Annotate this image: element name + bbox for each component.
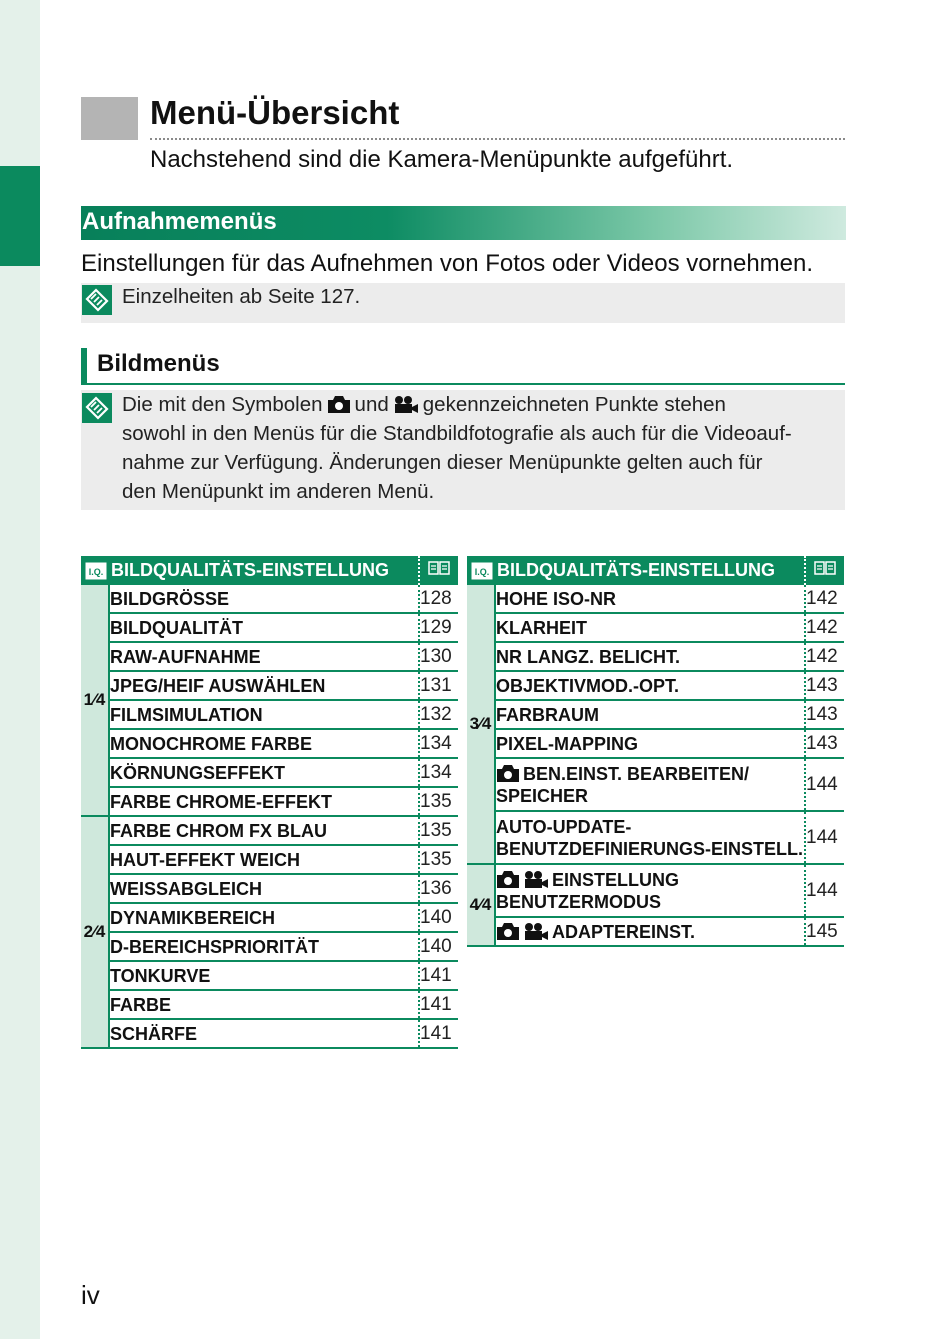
- table-row: [81, 816, 458, 845]
- section-description: Einstellungen für das Aufnehmen von Fotos oder Videos vornehmen.: [81, 250, 814, 277]
- page-ref: 143: [805, 729, 844, 758]
- page-ref: 135: [419, 787, 458, 816]
- subsection-underline: [81, 383, 845, 385]
- table-header-title: I.Q. BILDQUALITÄTS-EINSTELLUNG: [81, 556, 419, 585]
- page-ref: 129: [419, 613, 458, 642]
- page-ref: 142: [805, 613, 844, 642]
- menu-item: DYNAMIKBEREICH: [109, 903, 419, 932]
- page-title: Menü-Übersicht: [150, 94, 400, 131]
- group-label: 1⁄4: [81, 585, 109, 816]
- menu-item: FARBE CHROME-EFFEKT: [109, 787, 419, 816]
- svg-text:I.Q.: I.Q.: [474, 567, 490, 577]
- table-row: [467, 729, 844, 758]
- menu-item: FARBE CHROM FX BLAU: [109, 816, 419, 845]
- note-paragraph: [122, 390, 792, 506]
- camera-icon: [496, 870, 520, 889]
- page-number: iv: [81, 1280, 100, 1310]
- table-row: [467, 585, 844, 613]
- menu-item: OBJEKTIVMOD.-OPT.: [495, 671, 805, 700]
- page-ref-header: [805, 556, 844, 585]
- menu-item: BILDGRÖSSE: [109, 585, 419, 613]
- book-icon: [813, 560, 837, 576]
- menu-item: JPEG/HEIF AUSWÄHLEN: [109, 671, 419, 700]
- page-ref: 144: [805, 864, 844, 917]
- subsection-title: Bildmenüs: [97, 350, 220, 377]
- note-line: Die mit den Symbolen und gekennzeichneten Punkte stehen: [122, 393, 726, 416]
- camera-icon: [496, 764, 520, 783]
- menu-item: FILMSIMULATION: [109, 700, 419, 729]
- video-icon: [393, 395, 419, 414]
- book-icon: [427, 560, 451, 576]
- table-row: [81, 642, 458, 671]
- table-row: [81, 585, 458, 613]
- page-ref: 141: [419, 961, 458, 990]
- table-row: [81, 613, 458, 642]
- menu-item: FARBE: [109, 990, 419, 1019]
- camera-icon: [327, 395, 351, 414]
- table-row: [81, 729, 458, 758]
- chapter-tab: [0, 166, 40, 266]
- note-icon: [82, 285, 112, 315]
- page-ref: 134: [419, 729, 458, 758]
- page-ref: 142: [805, 585, 844, 613]
- table-row: [467, 811, 844, 864]
- note-text: Einzelheiten ab Seite 127.: [122, 285, 361, 308]
- menu-item: HAUT-EFFEKT WEICH: [109, 845, 419, 874]
- menu-item: TONKURVE: [109, 961, 419, 990]
- page-ref: 143: [805, 700, 844, 729]
- table-row: [81, 787, 458, 816]
- page-ref: 142: [805, 642, 844, 671]
- menu-item: NR LANGZ. BELICHT.: [495, 642, 805, 671]
- menu-item: MONOCHROME FARBE: [109, 729, 419, 758]
- page-ref: 132: [419, 700, 458, 729]
- menu-item: KLARHEIT: [495, 613, 805, 642]
- page-ref: 141: [419, 990, 458, 1019]
- table-row: [467, 917, 844, 946]
- page-ref: 135: [419, 845, 458, 874]
- page-ref: 141: [419, 1019, 458, 1048]
- video-icon: [523, 870, 549, 889]
- page-ref: 131: [419, 671, 458, 700]
- menu-item: WEISSABGLEICH: [109, 874, 419, 903]
- camera-icon: [496, 922, 520, 941]
- menu-item: ADAPTEREINST.: [495, 917, 805, 946]
- group-label: 4⁄4: [467, 864, 495, 946]
- page-ref: 128: [419, 585, 458, 613]
- note-icon: [82, 393, 112, 423]
- page-ref: 130: [419, 642, 458, 671]
- table-header-title: I.Q. BILDQUALITÄTS-EINSTELLUNG: [467, 556, 805, 585]
- menu-item: BILDQUALITÄT: [109, 613, 419, 642]
- table-row: [81, 961, 458, 990]
- table-header: [467, 556, 844, 585]
- menu-item: PIXEL-MAPPING: [495, 729, 805, 758]
- menu-item: FARBRAUM: [495, 700, 805, 729]
- title-divider: [150, 138, 845, 140]
- table-row: [467, 642, 844, 671]
- group-label: 2⁄4: [81, 816, 109, 1048]
- menu-item: AUTO-UPDATE- BENUTZDEFINIERUNGS-EINSTELL.: [495, 811, 805, 864]
- menu-item: D-BEREICHSPRIORITÄT: [109, 932, 419, 961]
- image-quality-icon: [85, 562, 107, 580]
- subsection-marker: [81, 348, 87, 384]
- menu-item: SCHÄRFE: [109, 1019, 419, 1048]
- note-line: sowohl in den Menüs für die Standbildfotografie als auch für die Videoauf-: [122, 422, 792, 445]
- table-row: [81, 932, 458, 961]
- table-row: [81, 1019, 458, 1048]
- page-ref: 140: [419, 932, 458, 961]
- table-row: [81, 903, 458, 932]
- page-ref: 145: [805, 917, 844, 946]
- table-row: [467, 700, 844, 729]
- section-title: Aufnahmemenüs: [82, 208, 277, 235]
- group-label: 3⁄4: [467, 585, 495, 864]
- table-row: [81, 700, 458, 729]
- note-line: nahme zur Verfügung. Änderungen dieser Menüpunkte gelten auch für: [122, 451, 763, 474]
- menu-table-left: [81, 556, 458, 1049]
- page-subtitle: Nachstehend sind die Kamera-Menüpunkte aufgeführt.: [150, 146, 734, 173]
- table-row: [81, 758, 458, 787]
- table-row: [467, 758, 844, 811]
- title-marker: [81, 97, 138, 140]
- page-ref: 140: [419, 903, 458, 932]
- table-row: [81, 671, 458, 700]
- note-line: den Menüpunkt im anderen Menü.: [122, 480, 435, 503]
- video-icon: [523, 922, 549, 941]
- table-row: [81, 990, 458, 1019]
- table-row: [81, 874, 458, 903]
- table-header: [81, 556, 458, 585]
- page-ref: 134: [419, 758, 458, 787]
- svg-text:I.Q.: I.Q.: [88, 567, 104, 577]
- table-row: [81, 845, 458, 874]
- page-ref: 143: [805, 671, 844, 700]
- page-ref: 144: [805, 758, 844, 811]
- menu-item: EINSTELLUNG BENUTZERMODUS: [495, 864, 805, 917]
- menu-table-right: [467, 556, 844, 947]
- menu-item: HOHE ISO-NR: [495, 585, 805, 613]
- page-ref: 135: [419, 816, 458, 845]
- page-ref-header: [419, 556, 458, 585]
- image-quality-icon: [471, 562, 493, 580]
- menu-item: BEN.EINST. BEARBEITEN/ SPEICHER: [495, 758, 805, 811]
- table-row: [467, 613, 844, 642]
- page-ref: 144: [805, 811, 844, 864]
- menu-item: RAW-AUFNAHME: [109, 642, 419, 671]
- table-row: [467, 864, 844, 917]
- menu-item: KÖRNUNGSEFFEKT: [109, 758, 419, 787]
- table-row: [467, 671, 844, 700]
- page-ref: 136: [419, 874, 458, 903]
